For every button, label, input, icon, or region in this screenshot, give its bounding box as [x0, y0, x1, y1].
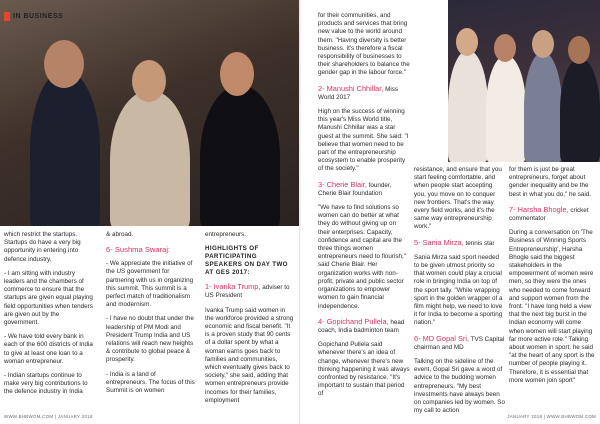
body-text: which restrict the startups. Startups do have a very big opportunity in entering into defence industry.	[4, 231, 81, 263]
speaker-role: TVS Capital chairman and MD	[414, 335, 505, 351]
left-column-2	[106, 231, 196, 401]
figure-head	[220, 52, 254, 96]
speaker-name: 2- Manushi Chhillar,	[318, 83, 384, 93]
figure-head	[132, 60, 166, 102]
speaker-name: 6- MD Gopal Sri,	[414, 333, 470, 343]
body-text: Ivanka Trump said women in the workforce provided a strong economic and fiscal benefit. "It is a proven study that 90 cents of a dollar spent by what a woman earns goes back to families and communities, which eventually gives back to society," she said, adding that women entrepreneurs provide incomes for their families, employment	[205, 306, 294, 404]
footer-site: WWW.BHBWOM.COM	[4, 414, 54, 419]
body-text: for their communities, and products and services that bring new value to the world around them. "Having diversity is better business. It's therefore a fiscal responsibility of businesses to their shareholders to balance the gender gap in the labour force."	[318, 12, 410, 77]
speaker-role: founder, Cherie Blair foundation	[318, 181, 392, 197]
body-text: - We have told every bank in each of the 600 districts of India to give at least one loan to a woman entrepreneur.	[4, 333, 93, 365]
figure-head	[532, 30, 554, 58]
section-tag	[4, 12, 63, 21]
footer-right: JANUARY 2018 | WWW.BHBWOM.COM	[507, 414, 596, 419]
body-text: - India is a land of entrepreneurs. The focus of this Summit is on women	[106, 370, 195, 395]
figure-head	[494, 34, 516, 62]
speaker-name: 3- Cherie Blair,	[318, 179, 367, 189]
photo-summit-group	[448, 0, 600, 162]
figure-woman-white	[448, 50, 488, 162]
speaker-role: tennis star	[463, 239, 495, 247]
body-text: & abroad.	[106, 231, 134, 238]
speaker-name: 5- Sania Mirza,	[414, 237, 464, 247]
footer-month: JANUARY 2018	[507, 414, 543, 419]
left-column-1	[4, 231, 94, 403]
body-text: High on the success of winning this year's Miss World title, Manushi Chhillar was a star guest at the summit. She said: "I believe that women need to be part of the entrepreneurship ecosystem to enable prosperity of the society."	[318, 108, 409, 173]
section-label: IN BUSINESS	[13, 13, 64, 20]
footer-month: JANUARY 2018	[57, 414, 93, 419]
speaker-role: cricket commentator	[509, 206, 589, 223]
right-column-3	[509, 166, 597, 391]
figure-woman-dark-dress	[200, 85, 280, 226]
body-text: During a conversation on 'The Business of Winning Sports Entrepreneurship', Harsha Bhogle said the biggest stakeholders in the empowerment of women were men, so they were the ones who needed to come forward and support women from the front. "I have long held a view that the next big burst in the Indian economy will come when women will start playing far more active role." Talking about women in sport, he said "at the heart of any sport is the number of people playing it. Therefore, it is essential that more women join sport"	[509, 229, 595, 384]
body-text: for them is just be great entrepreneurs, forget about gender inequality and be the best in what you do," he said.	[509, 166, 592, 198]
right-column-2	[414, 166, 506, 421]
figure-woman-light-dress	[110, 90, 190, 226]
left-column-3	[205, 231, 295, 411]
photo-speakers-group	[0, 0, 300, 226]
speaker-name: 4- Gopichand Pullela,	[318, 316, 389, 326]
body-text: resistance, and ensure that you start feeling comfortable, and when people start accepting you, you move on to conquer new frontiers. That's the way every field works, and it's the same way entrepreneurship work."	[414, 166, 502, 231]
speaker-role: adviser to US President	[205, 284, 290, 300]
speaker-role: head coach, India badminton team	[318, 318, 405, 334]
speaker-name: 7- Harsha Bhogle,	[509, 204, 569, 214]
highlights-heading: HIGHLIGHTS OF PARTICIPATING SPEAKERS ON DAY TWO AT GES 2017:	[205, 245, 288, 277]
page-gutter	[299, 0, 301, 424]
body-text: Talking on the sideline of the event, Gopal Sri gave a word of advice to the budding women entrepreneurs. "My best investments have always been on companies led by women. So my call to action	[414, 358, 506, 415]
body-text: Sania Mirza said sport needed to be given utmost priority so that women could play a crucial role in bringing India on top of the sport tally. "While wrapping sport in the golden wrapper of a film might help, we need to love it for India to become a sporting nation."	[414, 253, 503, 327]
body-text: - I have no doubt that under the leadership of PM Modi and President Trump India and US relations will reach new heights & contribute to global peace & prosperity.	[106, 315, 194, 364]
figure-head	[568, 36, 590, 64]
body-text: "We have to find solutions so women can do better at what they do without giving up on their enterprises. Capacity, confidence and capital are the three things women entrepreneurs need to flourish," said Cherie Blair. Her organization works with non-profit, private and public sector organizations to empower women to gain financial independence.	[318, 204, 406, 310]
body-text: - Indian startups continue to make very big contributions to the defence industry in India	[4, 372, 88, 396]
body-text: - We appreciate the initiative of the US government for partnering with us in organizing this summit. This summit is a perfect match of traditionalism and modernism.	[106, 260, 194, 309]
speaker-role: Miss World 2017	[318, 85, 399, 101]
figure-woman-grey	[524, 52, 562, 162]
footer-left: WWW.BHBWOM.COM | JANUARY 2018	[4, 414, 93, 419]
figure-man-suit	[30, 70, 100, 226]
figure-head	[456, 28, 478, 56]
right-column-1	[318, 12, 410, 405]
figure-head	[44, 40, 84, 88]
figure-man-dark	[560, 58, 600, 162]
subhead-sushma-swaraj: 6- Sushma Swaraj:	[106, 245, 171, 255]
speaker-name: 1- Ivanka Trump,	[205, 282, 261, 292]
section-bar	[4, 12, 10, 21]
body-text: Gopichand Pullela said whenever there's an idea of change, whenever there's new thinking happening it was always confronted by resistance. "It's important to sustain that period of	[318, 341, 410, 398]
figure-man-white	[486, 55, 526, 162]
body-text: entrepreneurs.	[205, 231, 246, 238]
body-text: - I am sitting with industry leaders and the chambers of commerce to ensure that the startups are given equal playing field opportunities when tenders are given out by the government.	[4, 269, 93, 327]
footer-site: WWW.BHBWOM.COM	[546, 414, 596, 419]
